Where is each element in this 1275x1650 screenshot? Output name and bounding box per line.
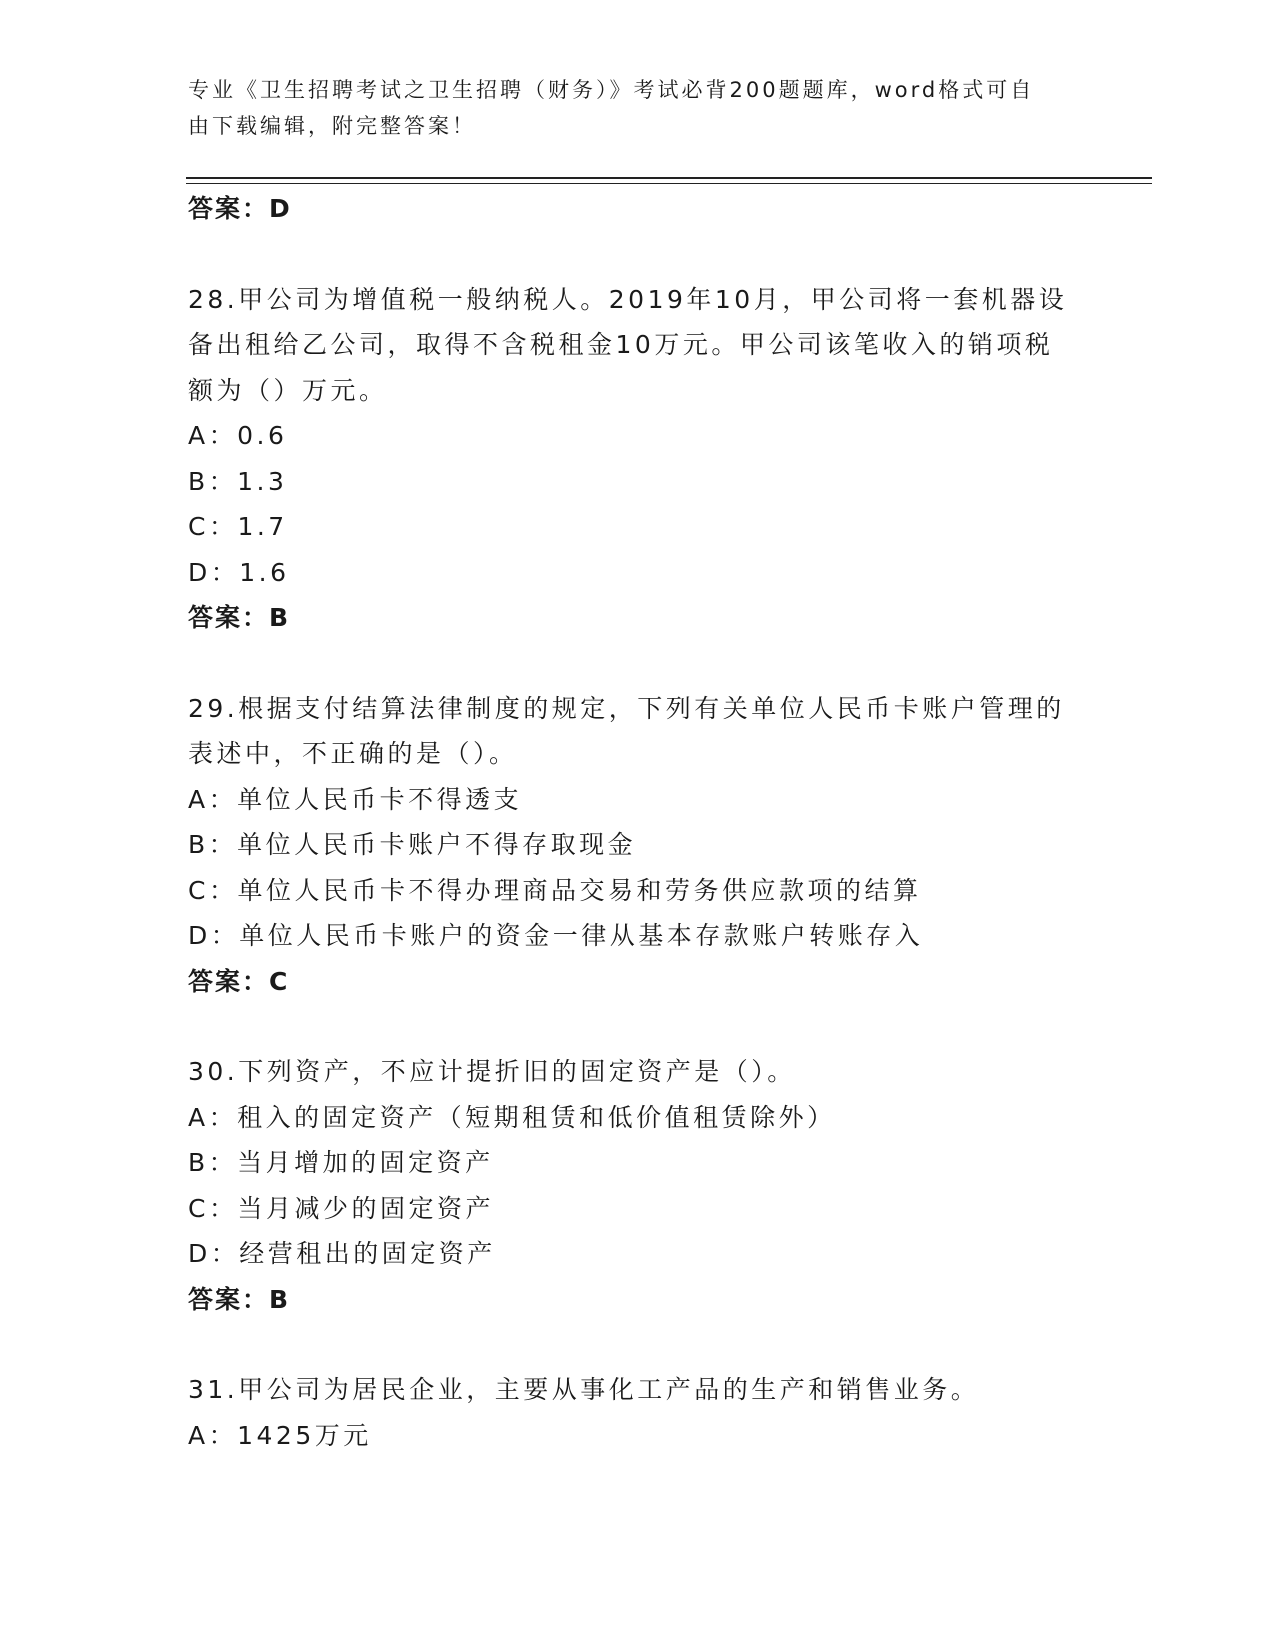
question-stem-line: 表述中，不正确的是（）。 — [188, 739, 518, 768]
header-rule-thick — [186, 177, 1152, 179]
option-b: B：1.3 — [188, 466, 288, 496]
option-c: C：当月减少的固定资产 — [188, 1193, 494, 1223]
header-rule-thin — [186, 183, 1152, 184]
question-stem-line: 29.根据支付结算法律制度的规定，下列有关单位人民币卡账户管理的 — [188, 693, 1065, 723]
document-header — [188, 72, 1068, 144]
question-stem-line: 31.甲公司为居民企业，主要从事化工产品的生产和销售业务。 — [188, 1375, 980, 1404]
answer-line: 答案：D — [188, 194, 292, 223]
option-d: D：1.6 — [188, 557, 290, 587]
question-31 — [188, 1367, 1088, 1458]
answer-line: 答案：B — [188, 1284, 291, 1314]
question-stem-line: 额为（）万元。 — [188, 375, 388, 405]
header-line-2: 由下载编辑，附完整答案！ — [188, 114, 476, 138]
option-b: B：单位人民币卡账户不得存取现金 — [188, 830, 637, 859]
question-content — [188, 186, 1088, 1458]
spacer — [188, 1322, 1088, 1367]
spacer — [188, 1004, 1088, 1049]
option-c: C：1.7 — [188, 512, 288, 541]
spacer — [188, 641, 1088, 686]
option-b: B：当月增加的固定资产 — [188, 1148, 494, 1177]
question-28 — [188, 277, 1088, 641]
option-a: A：单位人民币卡不得透支 — [188, 784, 523, 814]
question-stem-line: 备出租给乙公司，取得不含税租金10万元。甲公司该笔收入的销项税 — [188, 330, 1054, 359]
option-d: D：经营租出的固定资产 — [188, 1239, 496, 1268]
option-a: A：租入的固定资产（短期租赁和低价值租赁除外） — [188, 1102, 836, 1132]
question-stem-line: 30.下列资产，不应计提折旧的固定资产是（）。 — [188, 1057, 796, 1086]
option-a: A：0.6 — [188, 421, 288, 450]
question-30 — [188, 1049, 1088, 1322]
answer-line: 答案：C — [188, 966, 290, 996]
option-d: D：单位人民币卡账户的资金一律从基本存款账户转账存入 — [188, 921, 924, 950]
option-c: C：单位人民币卡不得办理商品交易和劳务供应款项的结算 — [188, 875, 922, 905]
question-stem-line: 28.甲公司为增值税一般纳税人。2019年10月，甲公司将一套机器设 — [188, 284, 1068, 314]
option-a: A：1425万元 — [188, 1420, 372, 1450]
header-line-1: 专业《卫生招聘考试之卫生招聘（财务）》考试必背200题题库，word格式可自 — [188, 78, 1035, 102]
answer-line: 答案：B — [188, 603, 291, 632]
spacer — [188, 232, 1088, 277]
question-29 — [188, 686, 1088, 1005]
